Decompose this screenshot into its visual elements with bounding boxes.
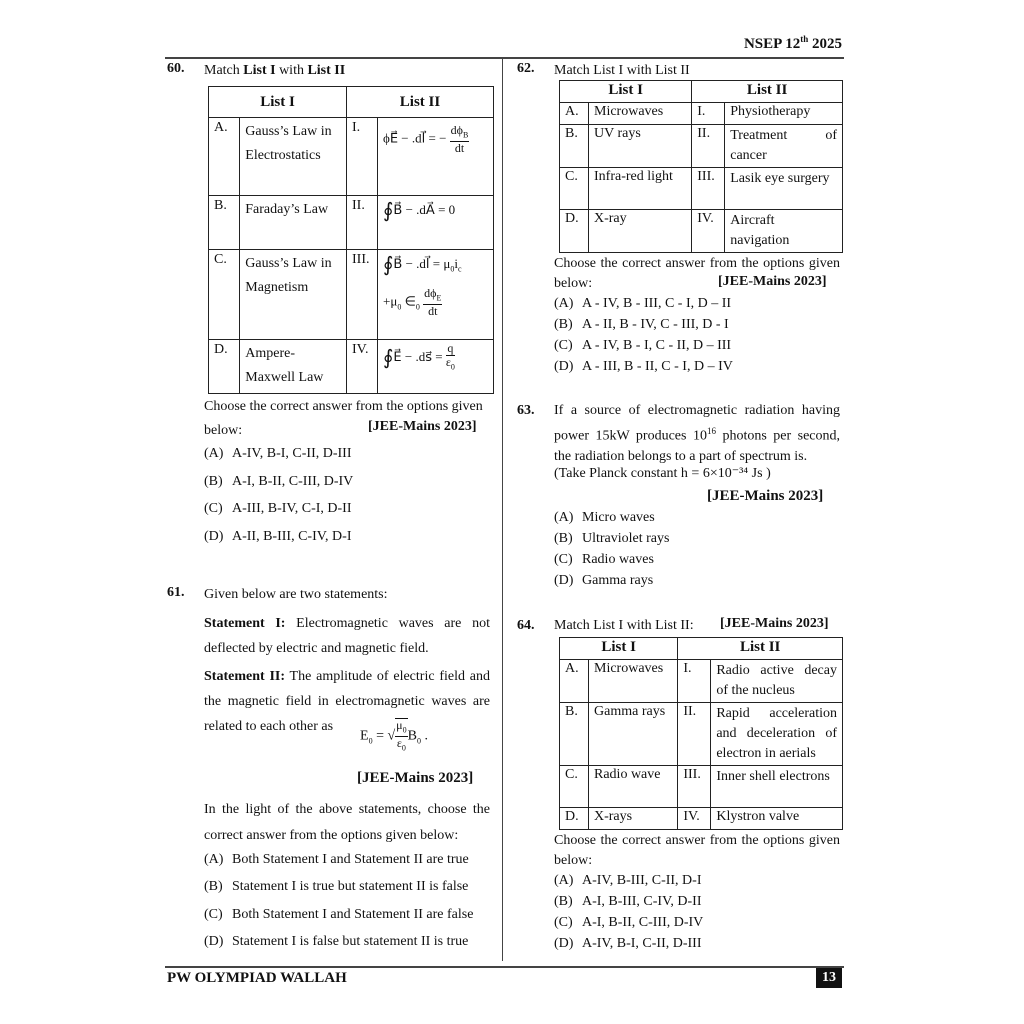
- column-divider: [502, 59, 503, 961]
- option-a[interactable]: [554, 296, 731, 312]
- option-a[interactable]: [554, 510, 655, 526]
- row-key: II.: [692, 125, 725, 168]
- question-text: [554, 401, 840, 467]
- option-text: A-I, B-II, C-III, D-IV: [232, 474, 354, 489]
- prompt-text: with: [275, 63, 308, 78]
- table-row: [560, 703, 843, 766]
- row-key: D.: [560, 210, 589, 253]
- table-row: [209, 340, 494, 394]
- source-tag: [JEE-Mains 2023]: [720, 616, 829, 631]
- question-instruction: Choose the correct answer from the options given below:: [554, 833, 840, 868]
- option-b[interactable]: [554, 317, 729, 333]
- table-header: List II: [692, 81, 843, 103]
- option-text: A-III, B-IV, C-I, D-II: [232, 501, 352, 516]
- option-a[interactable]: [204, 852, 469, 868]
- row-key: B.: [560, 125, 589, 168]
- option-label: (B): [554, 894, 573, 909]
- row-text: X-rays: [589, 808, 678, 830]
- row-key: I.: [347, 118, 378, 196]
- table-row: [560, 125, 843, 168]
- row-formula: ∮B⃗ − .dl⃗ = $\mu_0i_c$ $+\mu_0$ $\in_0$ $\frac{d\phi_E}{dt}$: [378, 250, 494, 340]
- question-prompt: Given below are two statements:: [204, 587, 388, 602]
- row-key: II.: [347, 196, 378, 250]
- option-c[interactable]: [554, 915, 703, 931]
- footer-brand: PW OLYMPIAD WALLAH: [167, 970, 347, 986]
- row-key: B.: [560, 703, 589, 766]
- option-label: (C): [554, 338, 573, 353]
- question-number: 64.: [517, 618, 535, 633]
- option-text: Ultraviolet rays: [582, 531, 670, 546]
- option-a[interactable]: [554, 873, 702, 889]
- table-row: [209, 250, 494, 340]
- option-text: Statement I is false but statement II is true: [232, 934, 469, 949]
- question-prompt: Match List I with List II:: [554, 618, 694, 633]
- page-number-badge: 13: [816, 968, 842, 988]
- option-label: (D): [554, 573, 574, 588]
- source-tag: [JEE-Mains 2023]: [718, 274, 827, 289]
- row-text: Infra-red light: [589, 168, 692, 210]
- header-rule: [165, 57, 844, 59]
- option-label: (C): [204, 501, 223, 516]
- table-header: List I: [209, 87, 347, 118]
- question-number: 60.: [167, 61, 185, 76]
- option-label: (A): [204, 852, 224, 867]
- row-key: III.: [347, 250, 378, 340]
- prompt-bold: List II: [307, 63, 346, 78]
- page-header-title: [744, 34, 842, 53]
- row-key: II.: [678, 703, 711, 766]
- table-row: [560, 168, 843, 210]
- row-key: IV.: [678, 808, 711, 830]
- option-label: (B): [204, 474, 223, 489]
- row-formula: ϕE⃗ − .dl⃗ = − $\frac{d\phi_B}{dt}$: [378, 118, 494, 196]
- question-instruction: Choose the correct answer from the options given below:: [554, 256, 840, 291]
- option-text: Both Statement I and Statement II are false: [232, 907, 474, 922]
- option-text: Micro waves: [582, 510, 655, 525]
- option-c[interactable]: [554, 338, 731, 354]
- row-text: Radio active decay of the nucleus: [711, 660, 843, 703]
- option-label: (C): [554, 915, 573, 930]
- instruction-text: Choose the correct answer from the options given below:: [204, 399, 483, 438]
- table-header: List II: [678, 638, 843, 660]
- row-key: IV.: [692, 210, 725, 253]
- option-label: (C): [554, 552, 573, 567]
- option-text: A - III, B - II, C - I, D – IV: [582, 359, 733, 374]
- option-label: (A): [204, 446, 224, 461]
- option-label: (C): [204, 907, 223, 922]
- row-key: III.: [678, 766, 711, 808]
- exponent: 16: [706, 426, 716, 436]
- option-text: Both Statement I and Statement II are true: [232, 852, 469, 867]
- table-row: [209, 196, 494, 250]
- row-text: Gauss’s Law in Electrostatics: [240, 118, 347, 196]
- row-key: A.: [209, 118, 240, 196]
- table-header: List I: [560, 81, 692, 103]
- table-row: [560, 766, 843, 808]
- question-prompt: [204, 61, 345, 81]
- option-label: (B): [554, 317, 573, 332]
- match-table-q62: [559, 80, 843, 253]
- table-row: [560, 103, 843, 125]
- row-key: A.: [560, 103, 589, 125]
- table-row: [560, 210, 843, 253]
- option-c[interactable]: [204, 907, 473, 923]
- table-row: [209, 118, 494, 196]
- option-text: Gamma rays: [582, 573, 654, 588]
- row-formula: ∮E⃗ − .ds⃗ = $\frac{q}{\varepsilon_0}$: [378, 340, 494, 394]
- row-text: Microwaves: [589, 103, 692, 125]
- option-c[interactable]: [554, 552, 654, 568]
- footer-rule: [165, 966, 844, 968]
- row-text: X-ray: [589, 210, 692, 253]
- header-title-prefix: NSEP 12: [743, 36, 801, 52]
- option-label: (A): [554, 510, 574, 525]
- option-text: A-II, B-III, C-IV, D-I: [232, 529, 352, 544]
- row-text: Aircraft navigation: [725, 210, 843, 253]
- row-text: Physiotherapy: [725, 103, 843, 125]
- statement-1: [204, 611, 490, 661]
- header-title-suffix: 2025: [808, 36, 842, 52]
- row-text: Faraday’s Law: [240, 196, 347, 250]
- option-label: (D): [204, 934, 224, 949]
- option-b[interactable]: [554, 894, 702, 910]
- row-key: I.: [678, 660, 711, 703]
- row-key: D.: [560, 808, 589, 830]
- statement-label: Statement II:: [204, 669, 286, 684]
- row-key: IV.: [347, 340, 378, 394]
- question-number: 63.: [517, 403, 535, 418]
- row-text: UV rays: [589, 125, 692, 168]
- statement-2: [204, 664, 490, 739]
- match-table-q60: [208, 86, 494, 394]
- option-text: A-I, B-II, C-III, D-IV: [582, 915, 704, 930]
- option-c[interactable]: [204, 501, 352, 517]
- option-text: A-I, B-III, C-IV, D-II: [582, 894, 702, 909]
- option-label: (B): [204, 879, 223, 894]
- option-a[interactable]: [204, 446, 352, 462]
- option-text: A - IV, B - I, C - II, D – III: [582, 338, 732, 353]
- option-label: (B): [554, 531, 573, 546]
- row-text: Radio wave: [589, 766, 678, 808]
- option-b[interactable]: [554, 531, 669, 547]
- table-header: List II: [347, 87, 494, 118]
- row-text: Gamma rays: [589, 703, 678, 766]
- option-b[interactable]: [204, 474, 353, 490]
- option-text: A-IV, B-I, C-II, D-III: [582, 936, 702, 951]
- option-d[interactable]: [554, 936, 702, 952]
- option-label: (A): [554, 296, 574, 311]
- option-text: Statement I is true but statement II is false: [232, 879, 469, 894]
- option-d[interactable]: [554, 359, 733, 375]
- row-key: A.: [560, 660, 589, 703]
- row-key: C.: [560, 766, 589, 808]
- planck-note: (Take Planck constant h = 6×10⁻³⁴ Js ): [554, 466, 771, 481]
- option-label: (D): [554, 359, 574, 374]
- row-text: Ampere-Maxwell Law: [240, 340, 347, 394]
- table-header: List I: [560, 638, 678, 660]
- statement-label: Statement I:: [204, 616, 286, 631]
- source-tag: [JEE-Mains 2023]: [707, 488, 824, 504]
- option-d[interactable]: [204, 934, 468, 950]
- header-title-sup: th: [800, 34, 809, 44]
- statement-text: Electromagnetic waves are not deflected by electric and magnetic field.: [204, 616, 490, 656]
- question-number: 61.: [167, 585, 185, 600]
- option-text: A-IV, B-III, C-II, D-I: [582, 873, 702, 888]
- table-row: [560, 808, 843, 830]
- source-tag: [JEE-Mains 2023]: [368, 419, 477, 434]
- row-text: Lasik eye surgery: [725, 168, 843, 210]
- row-text: Inner shell electrons: [711, 766, 843, 808]
- row-key: C.: [209, 250, 240, 340]
- row-key: I.: [692, 103, 725, 125]
- prompt-text: Match: [204, 63, 244, 78]
- option-text: A - IV, B - III, C - I, D – II: [582, 296, 732, 311]
- row-text: Rapid acceleration and deceleration of electron in aerials: [711, 703, 843, 766]
- row-key: III.: [692, 168, 725, 210]
- question-prompt: Match List I with List II: [554, 63, 690, 78]
- row-key: B.: [209, 196, 240, 250]
- option-label: (A): [554, 873, 574, 888]
- question-text-part: If a source of electromagnetic radiation having power 15kW produces 10: [554, 403, 840, 444]
- option-b[interactable]: [204, 879, 468, 895]
- question-number: 62.: [517, 61, 535, 76]
- option-text: Radio waves: [582, 552, 654, 567]
- option-text: A-IV, B-I, C-II, D-III: [232, 446, 352, 461]
- option-d[interactable]: [554, 573, 653, 589]
- row-text: Klystron valve: [711, 808, 843, 830]
- formula-e0: $E_0$ = √ $\frac{\mu_0}{\varepsilon_0}$ $B_0$ .: [360, 718, 428, 753]
- row-key: C.: [560, 168, 589, 210]
- row-text: Microwaves: [589, 660, 678, 703]
- option-d[interactable]: [204, 529, 352, 545]
- match-table-q64: [559, 637, 843, 830]
- option-label: (D): [204, 529, 224, 544]
- question-instruction: In the light of the above statements, choose the correct answer from the options given below:: [204, 802, 490, 843]
- row-text: Treatment of cancer: [725, 125, 843, 168]
- prompt-bold: List I: [243, 63, 276, 78]
- statement-text: The amplitude of electric field and the magnetic field in electromagnetic waves are related to each other as: [204, 669, 491, 734]
- row-key: D.: [209, 340, 240, 394]
- option-text: A - II, B - IV, C - III, D - I: [582, 317, 729, 332]
- source-tag: [JEE-Mains 2023]: [357, 770, 474, 786]
- row-formula: ∮B⃗ − .dA⃗ = 0: [378, 196, 494, 250]
- table-row: [560, 660, 843, 703]
- row-text: Gauss’s Law in Magnetism: [240, 250, 347, 340]
- option-label: (D): [554, 936, 574, 951]
- question-text-part: photons per second, the radiation belongs to a part of spectrum is.: [554, 428, 840, 464]
